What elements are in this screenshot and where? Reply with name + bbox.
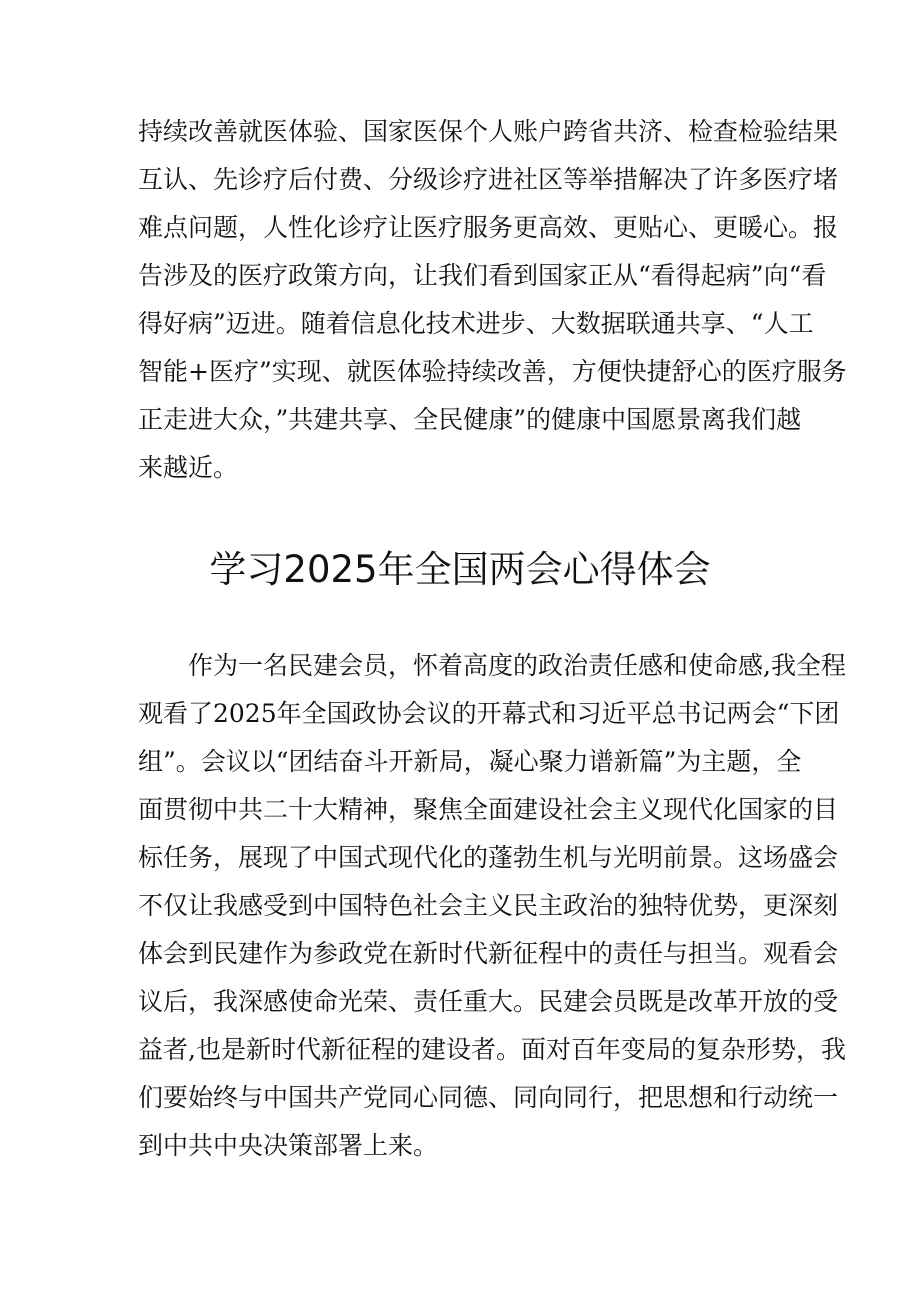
body-paragraph <box>138 642 846 1170</box>
paragraph-line: 告涉及的医疗政策方向，让我们看到国家正从“看得起病”向“看 <box>138 261 827 290</box>
paragraph-line: 持续改善就医体验、国家医保个人账户跨省共济、检查检验结果 <box>138 117 839 146</box>
paragraph-line: 正走进大众，”共建共享、全民健康”的健康中国愿景离我们越 <box>138 405 802 434</box>
paragraph-line: 来越近。 <box>138 453 239 482</box>
paragraph-line: 互认、先诊疗后付费、分级诊疗进社区等举措解决了许多医疗堵 <box>138 165 839 194</box>
paragraph-line: 议后，我深感使命光荣、责任重大。民建会员既是改革开放的受 <box>138 987 839 1016</box>
paragraph-line: 们要始终与中国共产党同心同德、同向同行，把思想和行动统一 <box>138 1083 839 1112</box>
paragraph-line: 益者,也是新时代新征程的建设者。面对百年变局的复杂形势，我 <box>138 1035 846 1064</box>
paragraph-line: 体会到民建作为参政党在新时代新征程中的责任与担当。观看会 <box>138 939 839 968</box>
paragraph-line: 观看了2025年全国政协会议的开幕式和习近平总书记两会“下团 <box>138 699 840 728</box>
paragraph-line: 组”。会议以“团结奋斗开新局，凝心聚力谱新篇”为主题，全 <box>138 747 802 776</box>
paragraph-line: 面贯彻中共二十大精神，聚焦全面建设社会主义现代化国家的目 <box>138 795 839 824</box>
section-title: 学习2025年全国两会心得体会 <box>209 548 711 591</box>
paragraph-line: 标任务，展现了中国式现代化的蓬勃生机与光明前景。这场盛会 <box>138 843 839 872</box>
paragraph-line: 得好病”迈进。随着信息化技术进步、大数据联通共享、“人工 <box>138 309 814 338</box>
paragraph-line: 到中共中央决策部署上来。 <box>138 1131 439 1160</box>
continued-paragraph <box>138 108 847 492</box>
paragraph-line: 智能+医疗”实现、就医体验持续改善，方便快捷舒心的医疗服务 <box>138 357 847 386</box>
paragraph-line: 难点问题，人性化诊疗让医疗服务更高效、更贴心、更暖心。报 <box>138 213 839 242</box>
paragraph-line: 作为一名民建会员，怀着高度的政治责任感和使命感,我全程 <box>138 651 846 680</box>
paragraph-line: 不仅让我感受到中国特色社会主义民主政治的独特优势，更深刻 <box>138 891 839 920</box>
